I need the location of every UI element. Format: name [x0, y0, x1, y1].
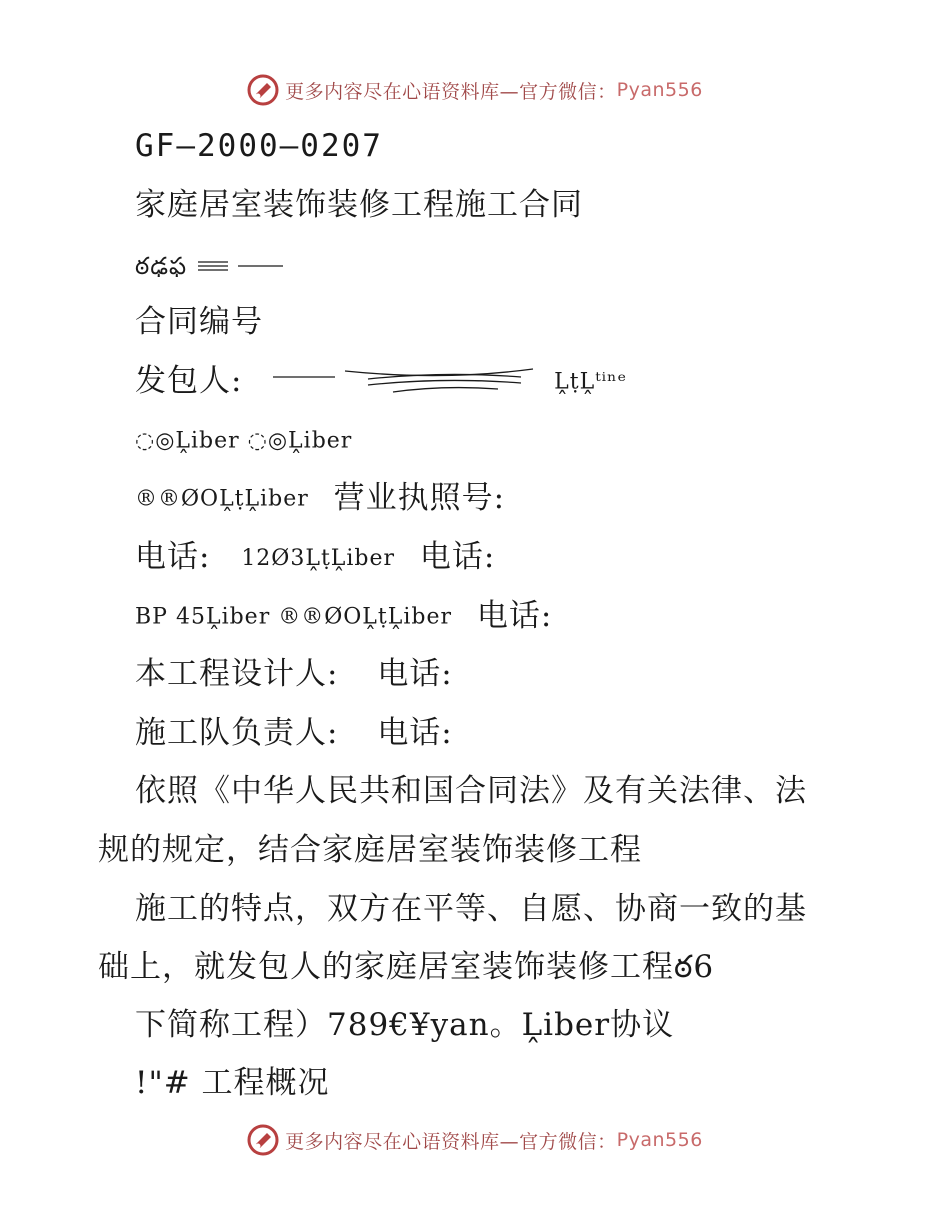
phone-label-1: 电话:: [135, 539, 211, 575]
watermark-wechat-id: Pyan556: [616, 79, 703, 101]
client-garbled-text: ḼṭḼᵗⁱⁿᵉ: [554, 369, 628, 395]
paragraph-1-line-1: 依照《中华人民共和国合同法》及有关法律、法: [135, 773, 807, 809]
watermark-footer: [0, 1120, 950, 1160]
paragraph-3: 下简称工程）789€¥yan。Ḽiber协议: [135, 1007, 675, 1043]
watermark-text: 更多内容尽在心语资料库—官方微信：: [285, 1130, 617, 1153]
watermark-header: [0, 70, 950, 110]
client-line: [135, 361, 895, 403]
phone-label-2: 电话:: [419, 539, 496, 575]
watermark-wechat-id: Pyan556: [616, 1129, 703, 1151]
brand-logo-icon: [247, 74, 279, 106]
watermark-text: 更多内容尽在心语资料库—官方微信：: [285, 80, 617, 103]
client-underline-icon: [273, 365, 543, 401]
bp-garbled-text: BP 45Ḽiber ®®ØOḼṭḼiber: [135, 604, 453, 630]
ornament-glyphs: ఠఢఫ: [135, 252, 188, 280]
bp-phone-label: 电话:: [476, 598, 553, 634]
team-leader-label: 施工队负责人:: [135, 715, 339, 751]
section-heading-1: !"# 工程概况: [135, 1065, 330, 1101]
brand-logo-icon: [247, 1124, 279, 1156]
team-leader-phone-label: 电话:: [377, 715, 453, 751]
designer-line: [135, 654, 895, 694]
business-license-label: 营业执照号:: [333, 480, 506, 516]
doc-code: GF—2000—0207: [135, 128, 383, 164]
phone-garbled-1: 12Ø3ḼṭḼiber: [241, 545, 396, 571]
paragraph-2-line-2: 础上，就发包人的家庭居室装饰装修工程ఠ6: [98, 949, 715, 985]
ornament-rule-icon: [198, 256, 288, 276]
license-line: [135, 478, 895, 520]
garbled-line-a: [135, 420, 895, 462]
bp-line: [135, 596, 895, 638]
designer-phone-label: 电话:: [377, 656, 453, 692]
ornament-line: [135, 244, 895, 286]
team-leader-line: [135, 713, 895, 753]
garbled-text-b: ®®ØOḼṭḼiber: [135, 486, 309, 512]
client-label: 发包人:: [135, 363, 243, 399]
paragraph-2-line-1: 施工的特点，双方在平等、自愿、协商一致的基: [135, 891, 807, 927]
phone-line-1: [135, 537, 895, 579]
designer-label: 本工程设计人:: [135, 656, 339, 692]
paragraph-1-line-2: 规的规定，结合家庭居室装饰装修工程: [98, 832, 642, 868]
doc-title: 家庭居室装饰装修工程施工合同: [135, 187, 583, 223]
garbled-text-a: ◌◎Ḽiber ◌◎Ḽiber: [135, 428, 353, 454]
contract-number-label: 合同编号: [135, 304, 263, 340]
